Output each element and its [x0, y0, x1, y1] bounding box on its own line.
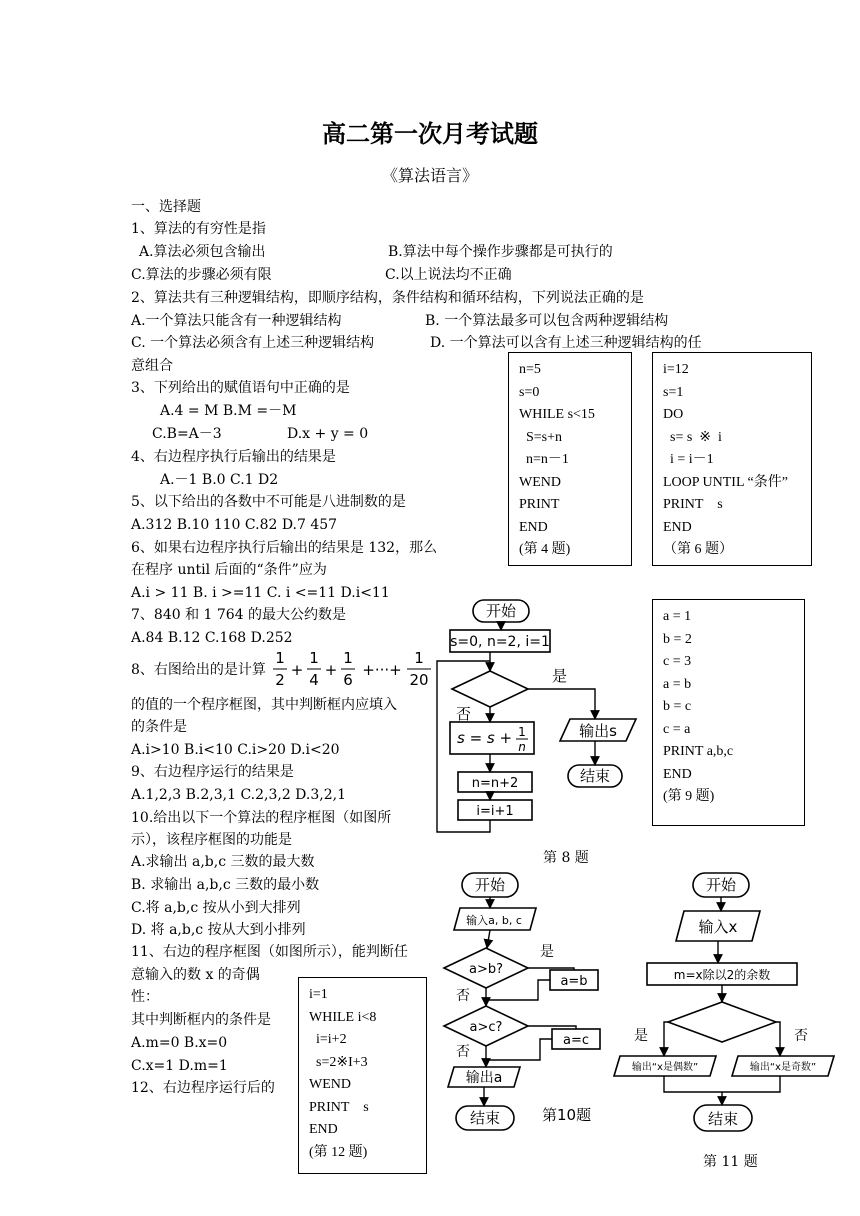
code-caption: (第 4 题) — [519, 542, 571, 557]
q8-sum-formula — [271, 648, 451, 692]
q11-stem-cont: 意输入的数 x 的奇偶 — [131, 967, 260, 983]
q1-option-d: C.以上说法均不正确 — [385, 267, 512, 283]
q4-stem: 4、右边程序执行后输出的结果是 — [131, 449, 336, 465]
q11-stem-cont2: 性： — [131, 989, 159, 1005]
code-box-q6 — [652, 352, 812, 566]
fc10-end-label: 结束 — [469, 1109, 501, 1127]
q8-stem-prefix: 8、右图给出的是计算 — [131, 662, 266, 678]
fc11-output-even-label: 输出“x是偶数” — [631, 1062, 699, 1073]
flowchart-q10 — [430, 868, 630, 1138]
q8-stem-cont2: 的条件是 — [131, 719, 187, 735]
code-line: WEND — [309, 1077, 351, 1092]
code-box-q4 — [508, 352, 632, 566]
code-line: PRINT s — [309, 1099, 369, 1115]
fc10-start-label: 开始 — [474, 876, 506, 894]
section-heading: 一、选择题 — [131, 199, 201, 215]
fc10-assign1-label: a=b — [560, 974, 588, 989]
svg-text:+: + — [324, 661, 338, 679]
code-line: END — [663, 766, 692, 782]
frac3-num: 1 — [343, 649, 353, 667]
q8-options: A.i>10 B.i<10 C.i>20 D.i<20 — [131, 742, 340, 758]
q10-option-d: D. 将 a,b,c 按从大到小排列 — [131, 922, 306, 938]
code-caption: (第 9 题) — [663, 789, 715, 804]
q8-stem — [131, 659, 266, 681]
fc10-input-label: 输入a, b, c — [466, 914, 522, 927]
code-line: s= s ※ i — [663, 429, 722, 445]
q2-option-b: B. 一个算法最多可以包含两种逻辑结构 — [425, 313, 669, 329]
q5-stem: 5、以下给出的各数中不可能是八进制数的是 — [131, 494, 406, 510]
q7-stem: 7、840 和 1 764 的最大公约数是 — [131, 607, 347, 623]
code-caption: （第 6 题） — [663, 542, 733, 557]
fc8-start-label: 开始 — [485, 602, 517, 620]
fc8-step2-label: i=i+1 — [476, 804, 514, 819]
code-box-q9 — [652, 599, 805, 826]
q12-stem: 12、右边程序运行后的 — [131, 1080, 275, 1096]
code-line: b = c — [663, 699, 692, 714]
frac2-den: 4 — [309, 671, 319, 689]
code-caption: (第 12 题) — [309, 1144, 368, 1160]
q11-stem: 11、右边的程序框图（如图所示），能判断任 — [131, 944, 408, 960]
code-line: b = 2 — [663, 631, 692, 647]
frac1-num: 1 — [275, 649, 285, 667]
page-subtitle: 《算法语言》 — [381, 166, 478, 185]
code-line: i=i+2 — [309, 1032, 347, 1047]
fc10-yes-label: 是 — [540, 944, 554, 960]
code-line: a = b — [663, 676, 692, 692]
fc8-output-label: 输出s — [579, 722, 617, 740]
fc8-no-label: 否 — [456, 705, 472, 723]
fc11-start-label: 开始 — [705, 876, 737, 894]
code-line: s=0 — [519, 384, 540, 400]
q9-options: A.1,2,3 B.2,3,1 C.2,3,2 D.3,2,1 — [131, 787, 346, 803]
q6-stem: 6、如果右边程序执行后输出的结果是 132，那么 — [131, 540, 438, 556]
fc10-cond1-label: a>b? — [468, 962, 504, 977]
q11-options-ab: A.m=0 B.x=0 — [131, 1035, 228, 1051]
q10-stem: 10.给出以下一个算法的程序框图（如图所 — [131, 810, 392, 826]
page-title: 高二第一次月考试题 — [322, 119, 538, 148]
frac2-num: 1 — [309, 649, 319, 667]
code-line: DO — [663, 407, 684, 422]
fc8-formula: s = s + — [457, 729, 513, 747]
fc8-init-label: s=0, n=2, i=1 — [450, 634, 550, 650]
code-line: n=5 — [519, 362, 541, 377]
frac4-den: 20 — [409, 671, 429, 689]
code-line: LOOP UNTIL “条件” — [663, 474, 788, 490]
q10-option-c: C.将 a,b,c 按从小到大排列 — [131, 900, 301, 916]
fc8-step1-label: n=n+2 — [471, 776, 519, 791]
flowchart-q11 — [612, 868, 844, 1143]
code-line: WHILE i<8 — [309, 1009, 377, 1025]
code-box-q12 — [298, 977, 427, 1174]
q3-stem: 3、下列给出的赋值语句中正确的是 — [131, 380, 350, 396]
fc11-output-odd-label: 输出“x是奇数” — [749, 1062, 817, 1073]
fc11-caption: 第 11 题 — [703, 1154, 758, 1170]
q11-options-cd: C.x=1 D.m=1 — [131, 1058, 228, 1074]
fc8-frac-den: n — [518, 740, 526, 754]
code-line: WHILE s<15 — [519, 407, 595, 422]
fc8-caption: 第 8 题 — [543, 850, 589, 866]
fc11-process-label: m=x除以2的余数 — [673, 968, 771, 982]
q1-option-c: C.算法的步骤必须有限 — [131, 267, 272, 283]
code-line: PRINT s — [663, 497, 723, 512]
fc10-cond2-label: a>c? — [469, 1020, 503, 1035]
code-line: PRINT — [519, 497, 560, 512]
q2-option-d: D. 一个算法可以含有上述三种逻辑结构的任 — [430, 335, 702, 351]
q2-stem: 2、算法共有三种逻辑结构，即顺序结构，条件结构和循环结构，下列说法正确的是 — [131, 290, 644, 306]
fc11-yes-label: 是 — [634, 1028, 648, 1044]
code-line: n=n－1 — [519, 452, 569, 467]
q9-stem: 9、右边程序运行的结果是 — [131, 764, 294, 780]
fc8-yes-label: 是 — [552, 667, 568, 685]
q6-stem-cont: 在程序 until 后面的“条件”应为 — [131, 562, 327, 578]
code-line: a = 1 — [663, 609, 692, 624]
fc8-end-label: 结束 — [579, 767, 611, 785]
frac-dots: +···+ — [362, 661, 402, 679]
q11-stem-cont3: 其中判断框内的条件是 — [131, 1012, 271, 1028]
q10-stem-cont: 示），该程序框图的功能是 — [131, 832, 292, 848]
q2-option-d-cont: 意组合 — [131, 358, 173, 374]
frac4-num: 1 — [414, 649, 424, 667]
q3-option-c: C.B=A－3 — [152, 426, 222, 442]
code-line: PRINT a,b,c — [663, 744, 734, 759]
code-line: S=s+n — [519, 429, 563, 445]
svg-text:+: + — [290, 661, 304, 679]
code-line: END — [519, 519, 548, 535]
code-line: c = a — [663, 721, 691, 737]
code-line: WEND — [519, 474, 561, 490]
q2-option-c: C. 一个算法必须含有上述三种逻辑结构 — [131, 335, 375, 351]
frac1-den: 2 — [275, 671, 285, 689]
code-line: i = i－1 — [663, 452, 714, 467]
code-line: s=2※I+3 — [309, 1054, 368, 1070]
code-line: END — [309, 1122, 338, 1137]
frac3-den: 6 — [343, 671, 353, 689]
q5-options: A.312 B.10 110 C.82 D.7 457 — [131, 517, 338, 533]
decision-diamond — [452, 671, 528, 707]
q1-option-a: A.算法必须包含输出 — [139, 244, 266, 260]
q2-option-a: A.一个算法只能含有一种逻辑结构 — [131, 313, 342, 329]
q10-option-b: B. 求输出 a,b,c 三数的最小数 — [131, 877, 320, 893]
fc8-frac-num: 1 — [518, 725, 526, 739]
decision-diamond — [668, 1002, 776, 1042]
code-line: c = 3 — [663, 654, 692, 669]
q6-options: A.i > 11 B. i >=11 C. i <=11 D.i<11 — [131, 585, 390, 601]
code-line: i=12 — [663, 362, 689, 377]
q8-stem-cont: 的值的一个程序框图，其中判断框内应填入 — [131, 697, 397, 713]
fc10-assign2-label: a=c — [562, 1033, 590, 1048]
fc11-end-label: 结束 — [707, 1110, 739, 1128]
q4-options: A.－1 B.0 C.1 D2 — [160, 472, 279, 488]
fc10-caption: 第10题 — [542, 1106, 592, 1124]
code-line: s=1 — [663, 384, 684, 400]
code-line: END — [663, 519, 692, 535]
q1-option-b: B.算法中每个操作步骤都是可执行的 — [388, 244, 613, 260]
fc11-no-label: 否 — [794, 1028, 808, 1044]
q10-option-a: A.求输出 a,b,c 三数的最大数 — [131, 854, 315, 870]
flowchart-q8 — [430, 595, 645, 840]
fc10-no1-label: 否 — [456, 988, 470, 1004]
q7-options: A.84 B.12 C.168 D.252 — [131, 630, 293, 646]
fc10-output-label: 输出a — [465, 1070, 503, 1086]
q1-stem: 1、算法的有穷性是指 — [131, 221, 266, 237]
fc11-input-label: 输入x — [698, 918, 738, 936]
q3-options-ab: A.4 = M B.M =－M — [160, 403, 297, 419]
q3-option-d: D.x + y = 0 — [287, 426, 369, 442]
fc10-no2-label: 否 — [456, 1044, 470, 1060]
code-line: i=1 — [309, 987, 328, 1002]
